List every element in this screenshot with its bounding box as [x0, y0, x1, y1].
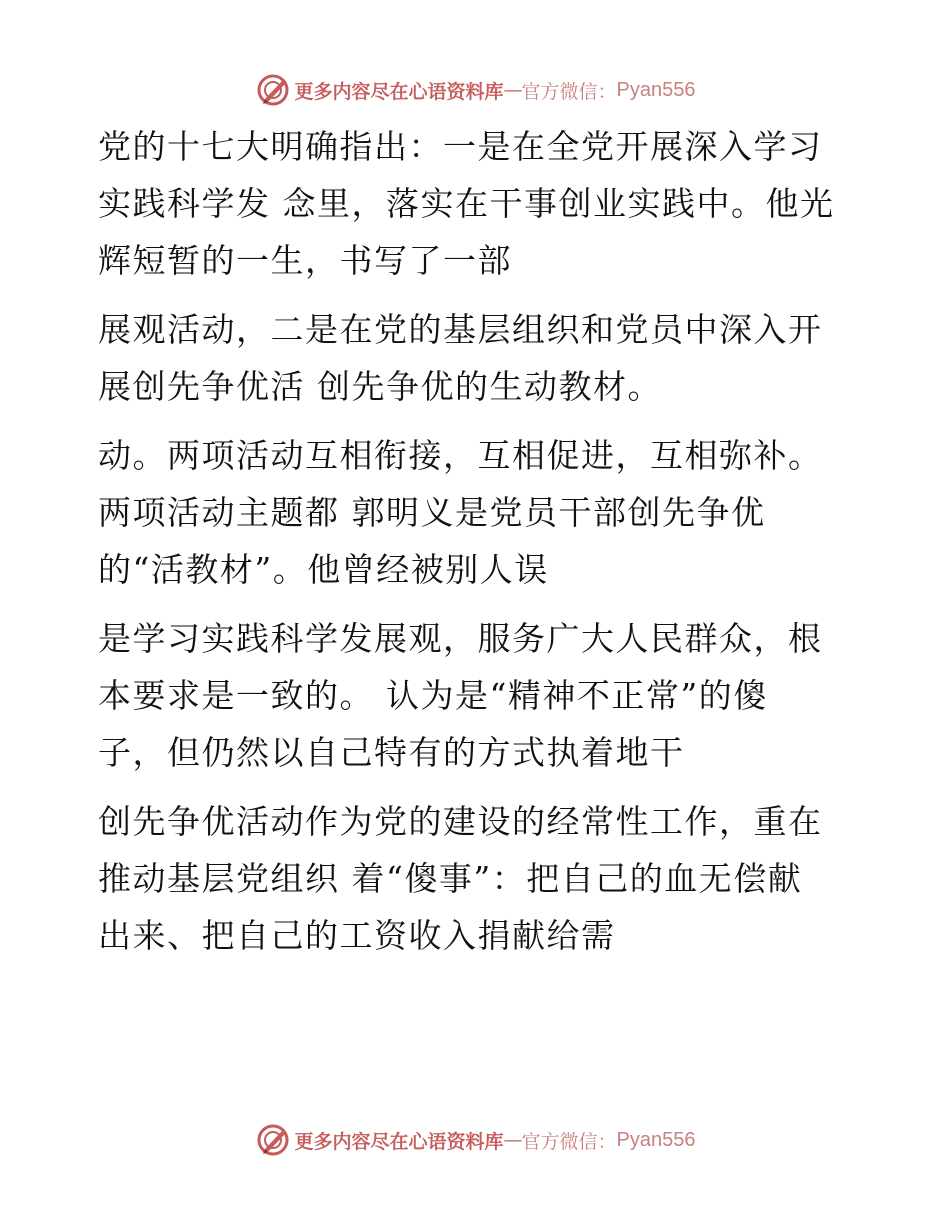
paragraph-line: 子，但仍然以自己特有的方式执着地干: [98, 733, 685, 772]
paragraph-5: [98, 793, 858, 964]
footer-watermark-main: 更多内容尽在心语资料库: [294, 1130, 504, 1153]
paragraph-line: 本要求是一致的。 认为是“精神不正常”的傻: [98, 676, 768, 715]
header-watermark-dash: —: [503, 79, 522, 101]
footer-watermark: [0, 1120, 950, 1160]
paragraph-line: 党的十七大明确指出：一是在全党开展深入学习: [98, 127, 823, 166]
paragraph-line: 出来、把自己的工资收入捐献给需: [98, 916, 616, 955]
header-watermark-main: 更多内容尽在心语资料库: [294, 80, 504, 103]
paragraph-line: 创先争优活动作为党的建设的经常性工作，重在: [98, 802, 823, 841]
header-watermark-id: Pyan556: [616, 78, 696, 101]
paragraph-1: [98, 118, 858, 289]
pen-logo-icon: [255, 72, 291, 108]
footer-watermark-dash: —: [503, 1129, 522, 1151]
paragraph-line: 是学习实践科学发展观，服务广大人民群众，根: [98, 619, 823, 658]
paragraph-line: 动。两项活动互相衔接，互相促进，互相弥补。: [98, 436, 823, 475]
paragraph-4: [98, 610, 858, 781]
body-text: [98, 118, 858, 976]
paragraph-line: 实践科学发 念里，落实在干事创业实践中。他光: [98, 184, 835, 223]
header-watermark-sub: 官方微信：: [521, 80, 617, 103]
paragraph-line: 的“活教材”。他曾经被别人误: [98, 550, 549, 589]
pen-logo-icon: [255, 1122, 291, 1158]
header-watermark: [0, 70, 950, 110]
paragraph-2: [98, 301, 858, 415]
footer-watermark-sub: 官方微信：: [521, 1130, 617, 1153]
paragraph-line: 推动基层党组织 着“傻事”：把自己的血无偿献: [98, 859, 803, 898]
paragraph-line: 展创先争优活 创先争优的生动教材。: [98, 367, 662, 406]
paragraph-line: 两项活动主题都 郭明义是党员干部创先争优: [98, 493, 766, 532]
paragraph-line: 辉短暂的一生，书写了一部: [98, 241, 512, 280]
paragraph-line: 展观活动，二是在党的基层组织和党员中深入开: [98, 310, 823, 349]
paragraph-3: [98, 427, 858, 598]
footer-watermark-id: Pyan556: [616, 1128, 696, 1151]
